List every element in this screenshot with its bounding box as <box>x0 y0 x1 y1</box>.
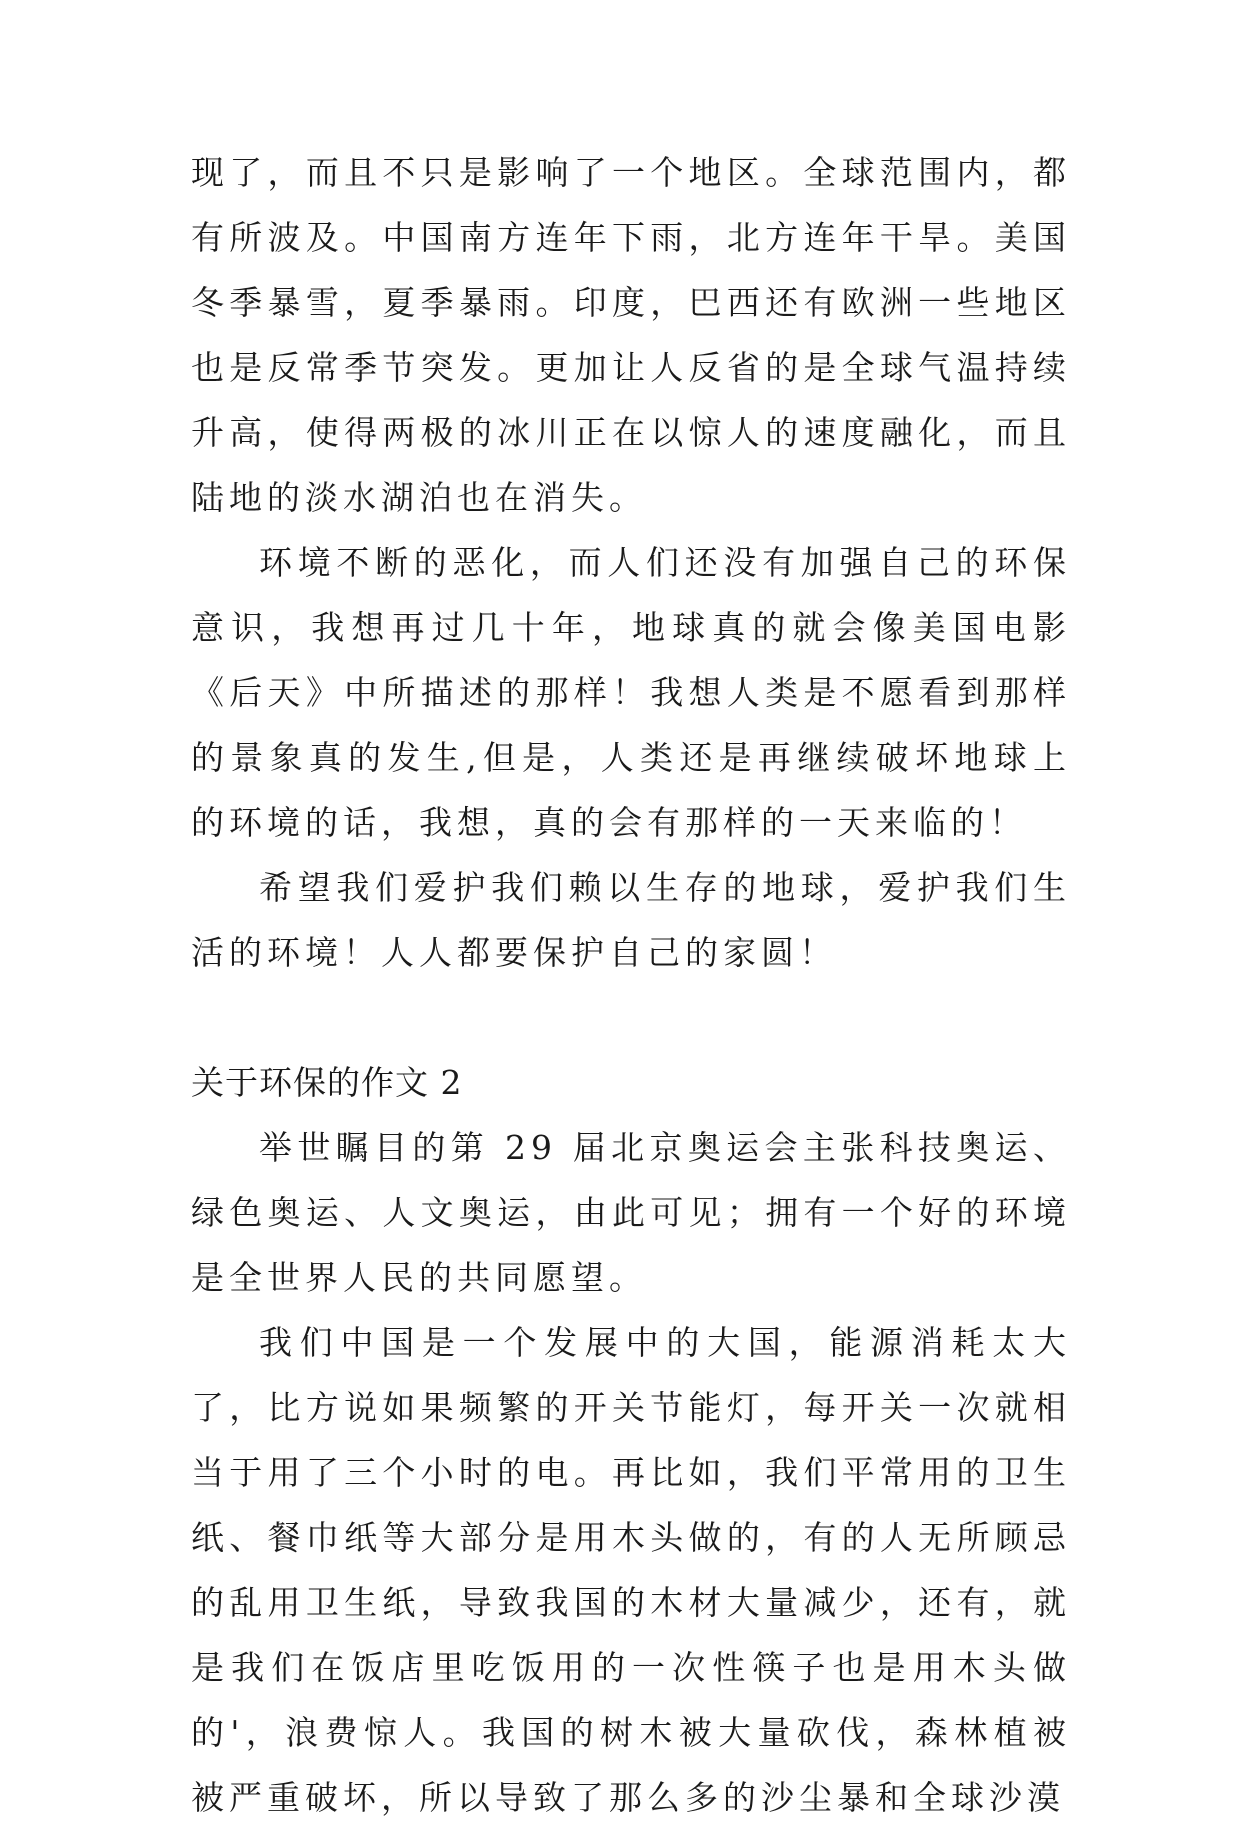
paragraph-2: 环境不断的恶化，而人们还没有加强自己的环保意识，我想再过几十年，地球真的就会像美国电影《后天》中所描述的那样！我想人类是不愿看到那样的景象真的发生,但是，人类还是再继续破坏地球上的环境的话，我想，真的会有那样的一天来临的！ <box>191 543 1071 842</box>
section-spacer <box>191 985 1071 1050</box>
section-title: 关于环保的作文 2 <box>191 1063 463 1102</box>
paragraph-5: 我们中国是一个发展中的大国，能源消耗太大了，比方说如果频繁的开关节能灯，每开关一次就相当于用了三个小时的电。再比如，我们平常用的卫生纸、餐巾纸等大部分是用木头做的，有的人无所顾忌的乱用卫生纸，导致我国的木材大量减少，还有，就是我们在饭店里吃饭用的一次性筷子也是用木头做的'，浪费惊人。我国的树木被大量砍伐，森林植被被严重破坏，所以导致了那么多的沙尘暴和全球沙漠 <box>191 1323 1071 1817</box>
paragraph-1: 现了，而且不只是影响了一个地区。全球范围内，都有所波及。中国南方连年下雨，北方连年干旱。美国冬季暴雪，夏季暴雨。印度，巴西还有欧洲一些地区也是反常季节突发。更加让人反省的是全球气温持续升高，使得两极的冰川正在以惊人的速度融化，而且陆地的淡水湖泊也在消失。 <box>191 153 1071 517</box>
paragraph-4: 举世瞩目的第 29 届北京奥运会主张科技奥运、绿色奥运、人文奥运，由此可见；拥有一个好的环境是全世界人民的共同愿望。 <box>191 1128 1071 1297</box>
paragraph-3: 希望我们爱护我们赖以生存的地球，爱护我们生活的环境！人人都要保护自己的家圆！ <box>191 868 1071 972</box>
document-body <box>191 140 1071 1830</box>
